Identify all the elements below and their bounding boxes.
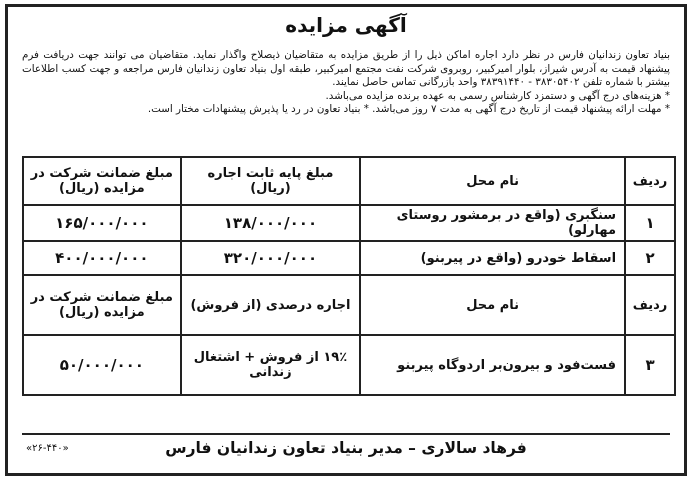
notice-code: «۲۶-۴۴۰» <box>26 443 69 454</box>
row-guarantee: ۵۰/۰۰۰/۰۰۰ <box>23 335 181 395</box>
row-price: ۱۹٪ از فروش + اشتغال زندانی <box>181 335 361 395</box>
notice-title: آگهی مزایده <box>285 13 407 37</box>
signature: فرهاد سالاری – مدیر بنیاد تعاون زندانیان فارس <box>165 439 527 457</box>
row-price: ۳۲۰/۰۰۰/۰۰۰ <box>181 241 361 275</box>
header-guarantee: مبلغ ضمانت شرکت در مزایده (ریال) <box>23 157 181 205</box>
header-index: ردیف <box>625 157 675 205</box>
header-guarantee: مبلغ ضمانت شرکت در مزایده (ریال) <box>23 275 181 335</box>
table-row <box>23 205 675 241</box>
header-index: ردیف <box>625 275 675 335</box>
table-row <box>23 241 675 275</box>
intro-note-costs: * هزینه‌های درج آگهی و دستمزد کارشناس رسمی به عهده برنده مزایده می‌باشد. <box>325 89 670 102</box>
table-header-row <box>23 157 675 205</box>
row-index: ۱ <box>625 205 675 241</box>
row-price: ۱۳۸/۰۰۰/۰۰۰ <box>181 205 361 241</box>
row-name: فست‌فود و بیرون‌بر اردوگاه پیربنو <box>360 335 625 395</box>
row-index: ۲ <box>625 241 675 275</box>
header-name: نام محل <box>360 275 625 335</box>
row-guarantee: ۱۶۵/۰۰۰/۰۰۰ <box>23 205 181 241</box>
table-header-row <box>23 275 675 335</box>
row-index: ۳ <box>625 335 675 395</box>
header-price: مبلغ پایه ثابت اجاره (ریال) <box>181 157 361 205</box>
header-name: نام محل <box>360 157 625 205</box>
row-guarantee: ۴۰۰/۰۰۰/۰۰۰ <box>23 241 181 275</box>
header-price: اجاره درصدی (از فروش) <box>181 275 361 335</box>
notice-frame <box>5 4 687 476</box>
table-row <box>23 335 675 395</box>
intro-note-deadline: * مهلت ارائه پیشنهاد قیمت از تاریخ درج آگهی به مدت ۷ روز می‌باشد. * بنیاد تعاون در رد یا پذیرش پیشنهادات مختار است. <box>147 103 670 115</box>
intro-paragraph: بنیاد تعاون زندانیان فارس در نظر دارد اجاره اماکن ذیل را از طریق مزایده به متقاضیان ذیصلاح واگذار نماید. متقاضیان می توانند جهت دریافت فرم پیشنهاد قیمت به آدرس شیراز، بلوار امیرکبیر، روبروی شرکت نفت مجتمع امیرکبیر، طبقه اول بنیاد تعاون زندانیان فارس مراجعه و جهت کسب اطلاعات بیشتر با شماره تلفن ۳۸۳۰۵۴۰۲ - ۳۸۳۹۱۴۴۰ واحد بازرگانی تماس حاصل نمایند. <box>22 49 670 88</box>
row-name: سنگبری (واقع در برمشور روستای مهارلو) <box>360 205 625 241</box>
notice-intro <box>22 49 670 117</box>
row-name: اسقاط خودرو (واقع در پیربنو) <box>360 241 625 275</box>
notice-footer <box>22 433 670 465</box>
auction-table <box>22 156 676 396</box>
